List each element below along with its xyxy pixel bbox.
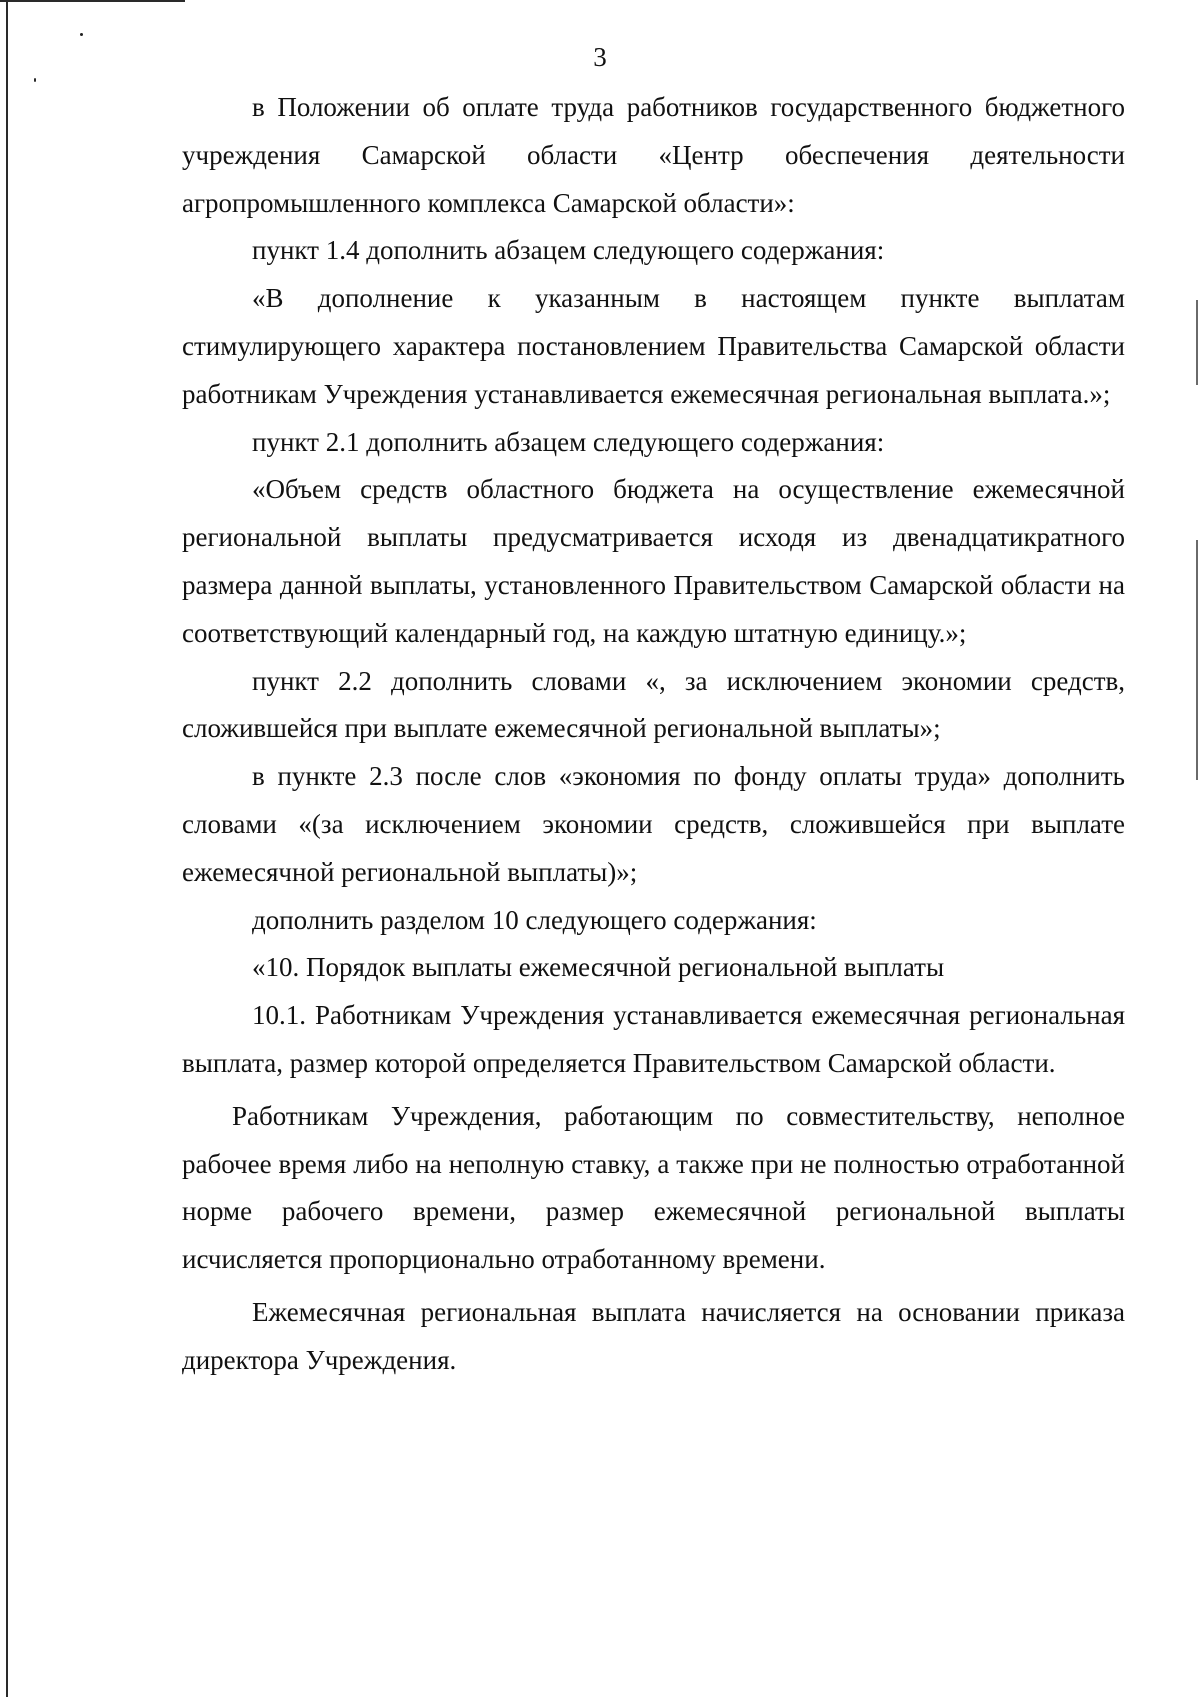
scan-right-mark (1196, 540, 1198, 780)
paragraph-intro: в Положении об оплате труда работников государственного бюджетного учреждения Самарской области «Центр обеспечения деятельности агропромышленного комплекса Самарской области»: (182, 92, 1125, 218)
paragraph-item-2-3: в пункте 2.3 после слов «экономия по фонду оплаты труда» дополнить словами «(за исключением экономии средств, сложившейся при выплате ежемесячной региональной выплаты)»; (182, 761, 1125, 887)
paragraph-quote-2-1: «Объем средств областного бюджета на осуществление ежемесячной региональной выплаты предусматривается исходя из двенадцатикратного размера данной выплаты, установленного Правительством Самарской области на соответствующий календарный год, на каждую штатную единицу.»; (182, 474, 1125, 648)
paragraph-order-basis: Ежемесячная региональная выплата начисляется на основании приказа директора Учреждения. (182, 1296, 1125, 1375)
paragraph-item-1-4: пункт 1.4 дополнить абзацем следующего содержания: (252, 235, 885, 266)
scan-left-border (6, 0, 8, 1697)
paragraph-item-2-1: пункт 2.1 дополнить абзацем следующего содержания: (252, 426, 885, 457)
paragraph-10-1: 10.1. Работникам Учреждения устанавливается ежемесячная региональная выплата, размер которой определяется Правительством Самарской области. (182, 1000, 1125, 1078)
paragraph-part-time: Работникам Учреждения, работающим по совместительству, неполное рабочее время либо на неполную ставку, а также при не полностью отработанной норме рабочего времени, размер ежемесячной региональной выплаты исчисляется пропорционально отработанному времени. (182, 1100, 1125, 1275)
paragraph-section-10-intro: дополнить разделом 10 следующего содержания: (252, 904, 817, 935)
scan-top-border (0, 0, 185, 2)
document-body (182, 84, 1125, 1385)
scan-right-mark (1196, 300, 1198, 385)
scan-speck (80, 33, 83, 36)
section-10-heading: «10. Порядок выплаты ежемесячной региональной выплаты (252, 952, 945, 983)
paragraph-quote-1-4: «В дополнение к указанным в настоящем пункте выплатам стимулирующего характера постановлением Правительства Самарской области работникам Учреждения устанавливается ежемесячная региональная выплата.»; (182, 283, 1125, 409)
page-number: 3 (593, 42, 607, 72)
scan-speck (34, 78, 36, 82)
paragraph-item-2-2: пункт 2.2 дополнить словами «, за исключением экономии средств, сложившейся при выплате ежемесячной региональной выплаты»; (182, 665, 1125, 744)
